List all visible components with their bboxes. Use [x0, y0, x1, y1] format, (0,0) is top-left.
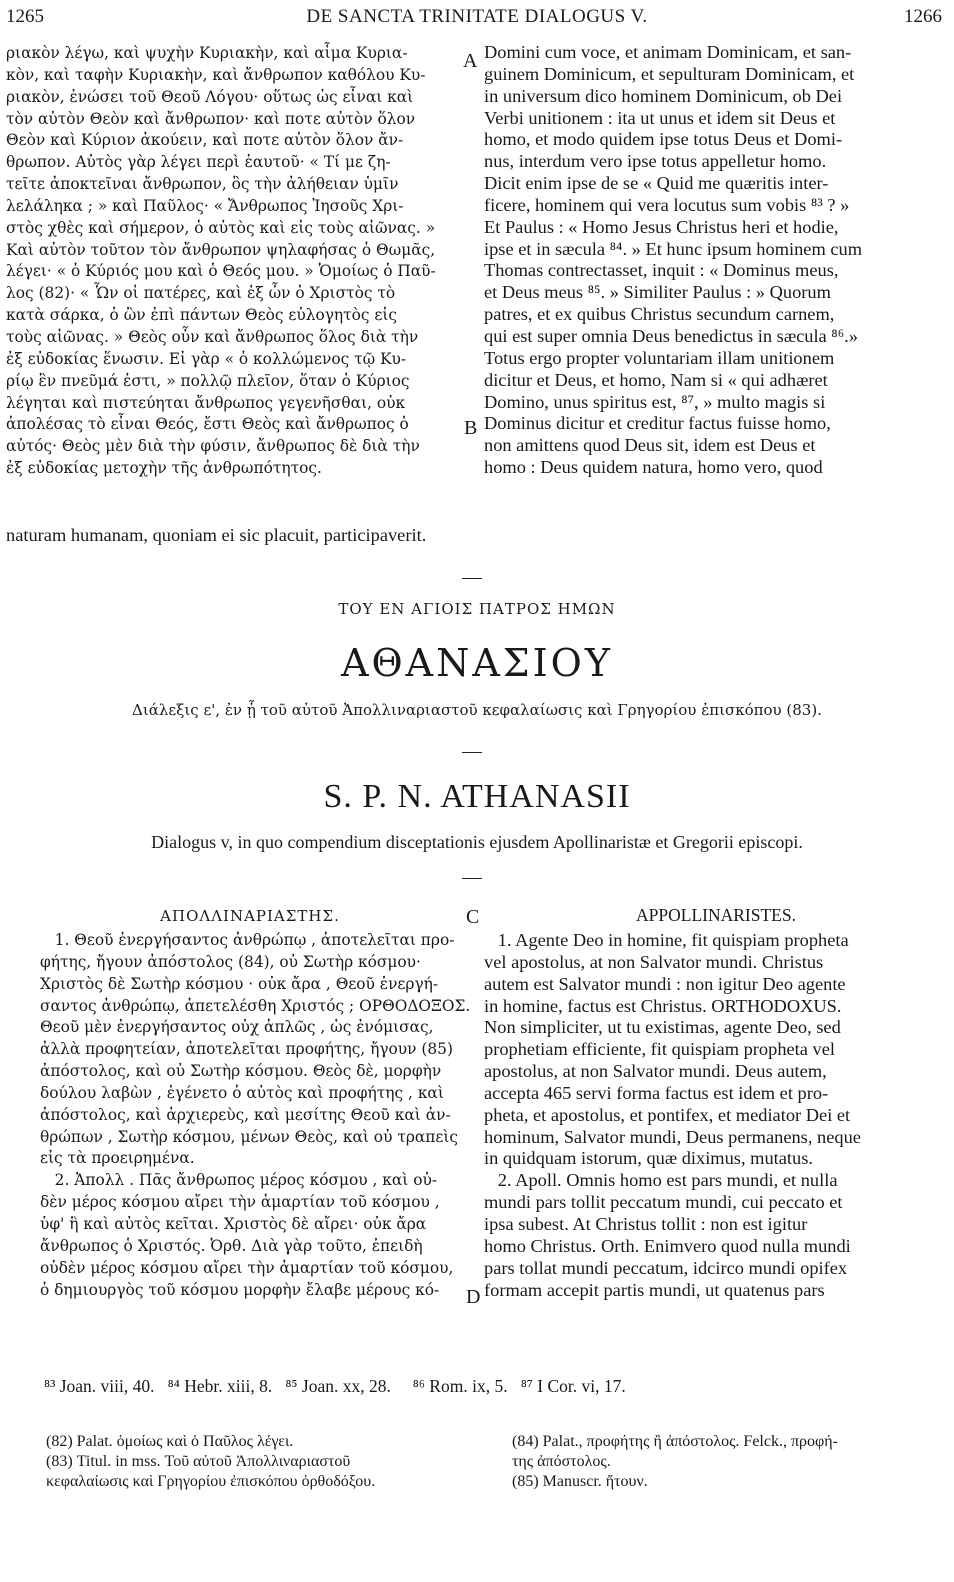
- footnotes-right: (84) Palat., προφήτης ἢ ἀπόστολος. Felck., προφή- της ἀπόστολος. (85) Manuscr. ἤτουν.: [512, 1433, 838, 1490]
- greek-title-description: Διάλεξις ε', ἐν ᾗ τοῦ αὐτοῦ Ἀπολλιναριαστοῦ κεφαλαίωσις καὶ Γρηγορίου ἐπισκόπου (83).: [132, 701, 822, 719]
- latin-column-dialogue: 1. Agente Deo in homine, fit quispiam propheta vel apostolus, at non Salvator mundi. Christus autem est Salvator mundi : non igitur Deo agente in homine, factus est Christus. ORTHODOXUS. Non simpliciter, ut tu existimas, agente Deo, sed prophetiam efficiente, fit quispiam propheta vel apostolus, at non Salvator mundi. Deus autem, accepta 465 servi forma factus est idem et pro- pheta, et apostolus, et pontifex, et mediator Dei et hominum, Salvator mundi, Deus permanens, neque in quidquam istorum, quæ diximus, mutatus. 2. Apoll. Omnis homo est pars mundi, et nulla mundi pars tollit peccatum mundi, cui peccato et ipsa subest. At Christus tollit : non est igitur homo Christus. Orth. Enimvero quod nulla mundi pars tollat mundi peccatum, idcirco mundi opifex formam accepit partis mundi, ut quatenus pars: [484, 930, 861, 1300]
- latin-title-main: S. P. N. ATHANASII: [323, 778, 631, 815]
- page-number-right: 1266: [904, 6, 942, 27]
- greek-title-main: ΑΘΑΝΑΣΙΟΥ: [341, 641, 613, 685]
- greek-column-dialogue: 1. Θεοῦ ἐνεργήσαντος ἀνθρώπῳ , ἀποτελεῖται προ- φήτης, ἤγουν ἀπόστολος (84), οὐ Σωτὴρ κόσμου· Χριστὸς δὲ Σωτὴρ κόσμου · οὐκ ἄρα , Θεοῦ ἐνεργή- σαντος ἀνθρώπῳ, ἀπετελέσθη Χριστός ; ΟΡΘΟΔΟΞΟΣ. Θεοῦ μὲν ἐνεργήσαντος οὐχ ἁπλῶς , ὡς ἐνόμισας, ἀλλὰ προφητείαν, ἀποτελεῖται προφήτης, ἤγουν (85) ἀπόστολος, καὶ οὐ Σωτὴρ κόσμου. Θεὸς δὲ, μορφὴν δούλου λαβὼν , ἐγένετο ὁ αὐτὸς καὶ προφήτης , καὶ ἀπόστολος, καὶ ἀρχιερεὺς, καὶ μεσίτης Θεοῦ καὶ ἀν- θρώπων , Σωτὴρ κόσμου, μένων Θεὸς, καὶ οὐ τραπεὶς εἰς τὰ προειρημένα. 2. Ἀπολλ . Πᾶς ἄνθρωπος μέρος κόσμου , καὶ οὐ- δὲν μέρος κόσμου αἴρει τὴν ἁμαρτίαν τοῦ κόσμου , ὑφ' ἣ καὶ αὐτὸς κεῖται. Χριστὸς δὲ αἴρει· οὐκ ἄρα ἄνθρωπος ὁ Χριστός. Ὀρθ. Διὰ γὰρ τοῦτο, ἐπειδὴ οὐδὲν μέρος κόσμου αἴρει τὴν ἁμαρτίαν τοῦ κόσμου, ὁ δημιουργὸς τοῦ κόσμου μορφὴν ἔλαβε μέρους κό-: [40, 931, 471, 1299]
- greek-column-top: ριακὸν λέγω, καὶ ψυχὴν Κυριακὴν, καὶ αἷμα Κυρια- κὸν, καὶ ταφὴν Κυριακὴν, καὶ ἄνθρωπον καθόλου Κυ- ριακὸν, ἑνώσει τοῦ Θεοῦ Λόγου· οὕτως ὡς εἶναι καὶ τὸν αὐτὸν Θεὸν καὶ ἄνθρωπον· καὶ ποτε αὐτὸν ὅλον Θεὸν καὶ Κύριον ἀκούειν, καὶ ποτε αὐτὸν ὅλον ἄν- θρωπον. Αὐτὸς γὰρ λέγει περὶ ἑαυτοῦ· « Τί με ζη- τεῖτε ἀποκτεῖναι ἄνθρωπον, ὃς τὴν ἀλήθειαν ὑμῖν λελάληκα ; » καὶ Παῦλος· « Ἄνθρωπος Ἰησοῦς Χρι- στὸς χθὲς καὶ σήμερον, ὁ αὐτὸς καὶ εἰς τοὺς αἰῶνας. » Καὶ αὐτὸν τοῦτον τὸν ἄνθρωπον ψηλαφήσας ὁ Θωμᾶς, λέγει· « ὁ Κύριός μου καὶ ὁ Θεός μου. » Ὁμοίως ὁ Παῦ- λος (82)· « Ὧν οἱ πατέρες, καὶ ἐξ ὧν ὁ Χριστὸς τὸ κατὰ σάρκα, ὁ ὢν ἐπὶ πάντων Θεὸς εὐλογητὸς εἰς τοὺς αἰῶνας. » Θεὸς οὖν καὶ ἄνθρωπος ὅλος διὰ τὴν ἐξ εὐδοκίας ἕνωσιν. Εἰ γὰρ « ὁ κολλώμενος τῷ Κυ- ρίῳ ἓν πνεῦμά ἐστι, » πολλῷ πλεῖον, ὅταν ὁ Κύριος λέγηται καὶ πιστεύηται ἄνθρωπος γεγενῆσθαι, οὐκ ἀπολέσας τὸ εἶναι Θεός, ἔστι Θεὸς καὶ ἄνθρωπος ὁ αὐτός· Θεὸς μὲν διὰ τὴν φύσιν, ἄνθρωπος δὲ διὰ τὴν ἐξ εὐδοκίας μετοχὴν τῆς ἀνθρωπότητος.: [6, 44, 436, 478]
- margin-letter-c: C: [466, 906, 480, 928]
- latin-speaker-heading: APPOLLINARISTES.: [636, 905, 796, 925]
- divider: [462, 578, 482, 579]
- latin-continuation-line: naturam humanam, quoniam ei sic placuit, participaverit.: [6, 525, 427, 545]
- running-header: [0, 0, 954, 36]
- scripture-references: ⁸³ Joan. viii, 40. ⁸⁴ Hebr. xiii, 8. ⁸⁵ Joan. xx, 28. ⁸⁶ Rom. ix, 5. ⁸⁷ I Cor. vi, 17.: [44, 1375, 626, 1396]
- running-title: DE SANCTA TRINITATE DIALOGUS V.: [306, 6, 648, 27]
- margin-letter-b: B: [464, 417, 478, 439]
- margin-letter-a: A: [463, 50, 478, 72]
- margin-letter-d: D: [466, 1286, 481, 1308]
- divider: [462, 878, 482, 879]
- footnotes-left: (82) Palat. ὁμοίως καὶ ὁ Παῦλος λέγει. (83) Titul. in mss. Τοῦ αὐτοῦ Ἀπολλιναριαστοῦ κεφαλαίωσις καὶ Γρηγορίου ἐπισκόπου ὀρθοδόξου.: [46, 1433, 376, 1490]
- page-number-left: 1265: [6, 6, 44, 27]
- latin-title-description: Dialogus v, in quo compendium disceptationis ejusdem Apollinaristæ et Gregorii episcopi.: [151, 832, 803, 852]
- latin-column-top: Domini cum voce, et animam Dominicam, et san- guinem Dominicum, et sepulturam Dominicam, et in universum dico hominem Dominicum, ob Dei Verbi unitionem : ita ut unus et idem sit Deus et homo, et modo quidem ipse totus Deus et Domi- nus, interdum vero ipse totus appelletur homo. Dicit enim ipse de se « Quid me quæritis inter- ficere, hominem qui vera locutus sum vobis ⁸³ ? » Et Paulus : « Homo Jesus Christus heri et hodie, ipse et in sæcula ⁸⁴. » Et hunc ipsum hominem cum Thomas contrectasset, inquit : « Dominus meus, et Deus meus ⁸⁵. » Similiter Paulus : » Quorum patres, et ex quibus Christus secundum carnem, qui est super omnia Deus benedictus in sæcula ⁸⁶.» Totus ergo propter voluntariam illam unitionem dicitur et Deus, et homo, Nam si « qui adhæret Domino, unus spiritus est, ⁸⁷, » multo magis si Dominus dicitur et creditur factus fuisse homo, non amittens quod Deus sit, idem est Deus et homo : Deus quidem natura, homo vero, quod: [484, 42, 863, 478]
- greek-speaker-heading: ΑΠΟΛΛΙΝΑΡΙΑΣΤΗΣ.: [160, 907, 340, 925]
- greek-title-sub: ΤΟΥ ΕΝ ΑΓΙΟΙΣ ΠΑΤΡΟΣ ΗΜΩΝ: [338, 600, 616, 618]
- divider: [462, 752, 482, 753]
